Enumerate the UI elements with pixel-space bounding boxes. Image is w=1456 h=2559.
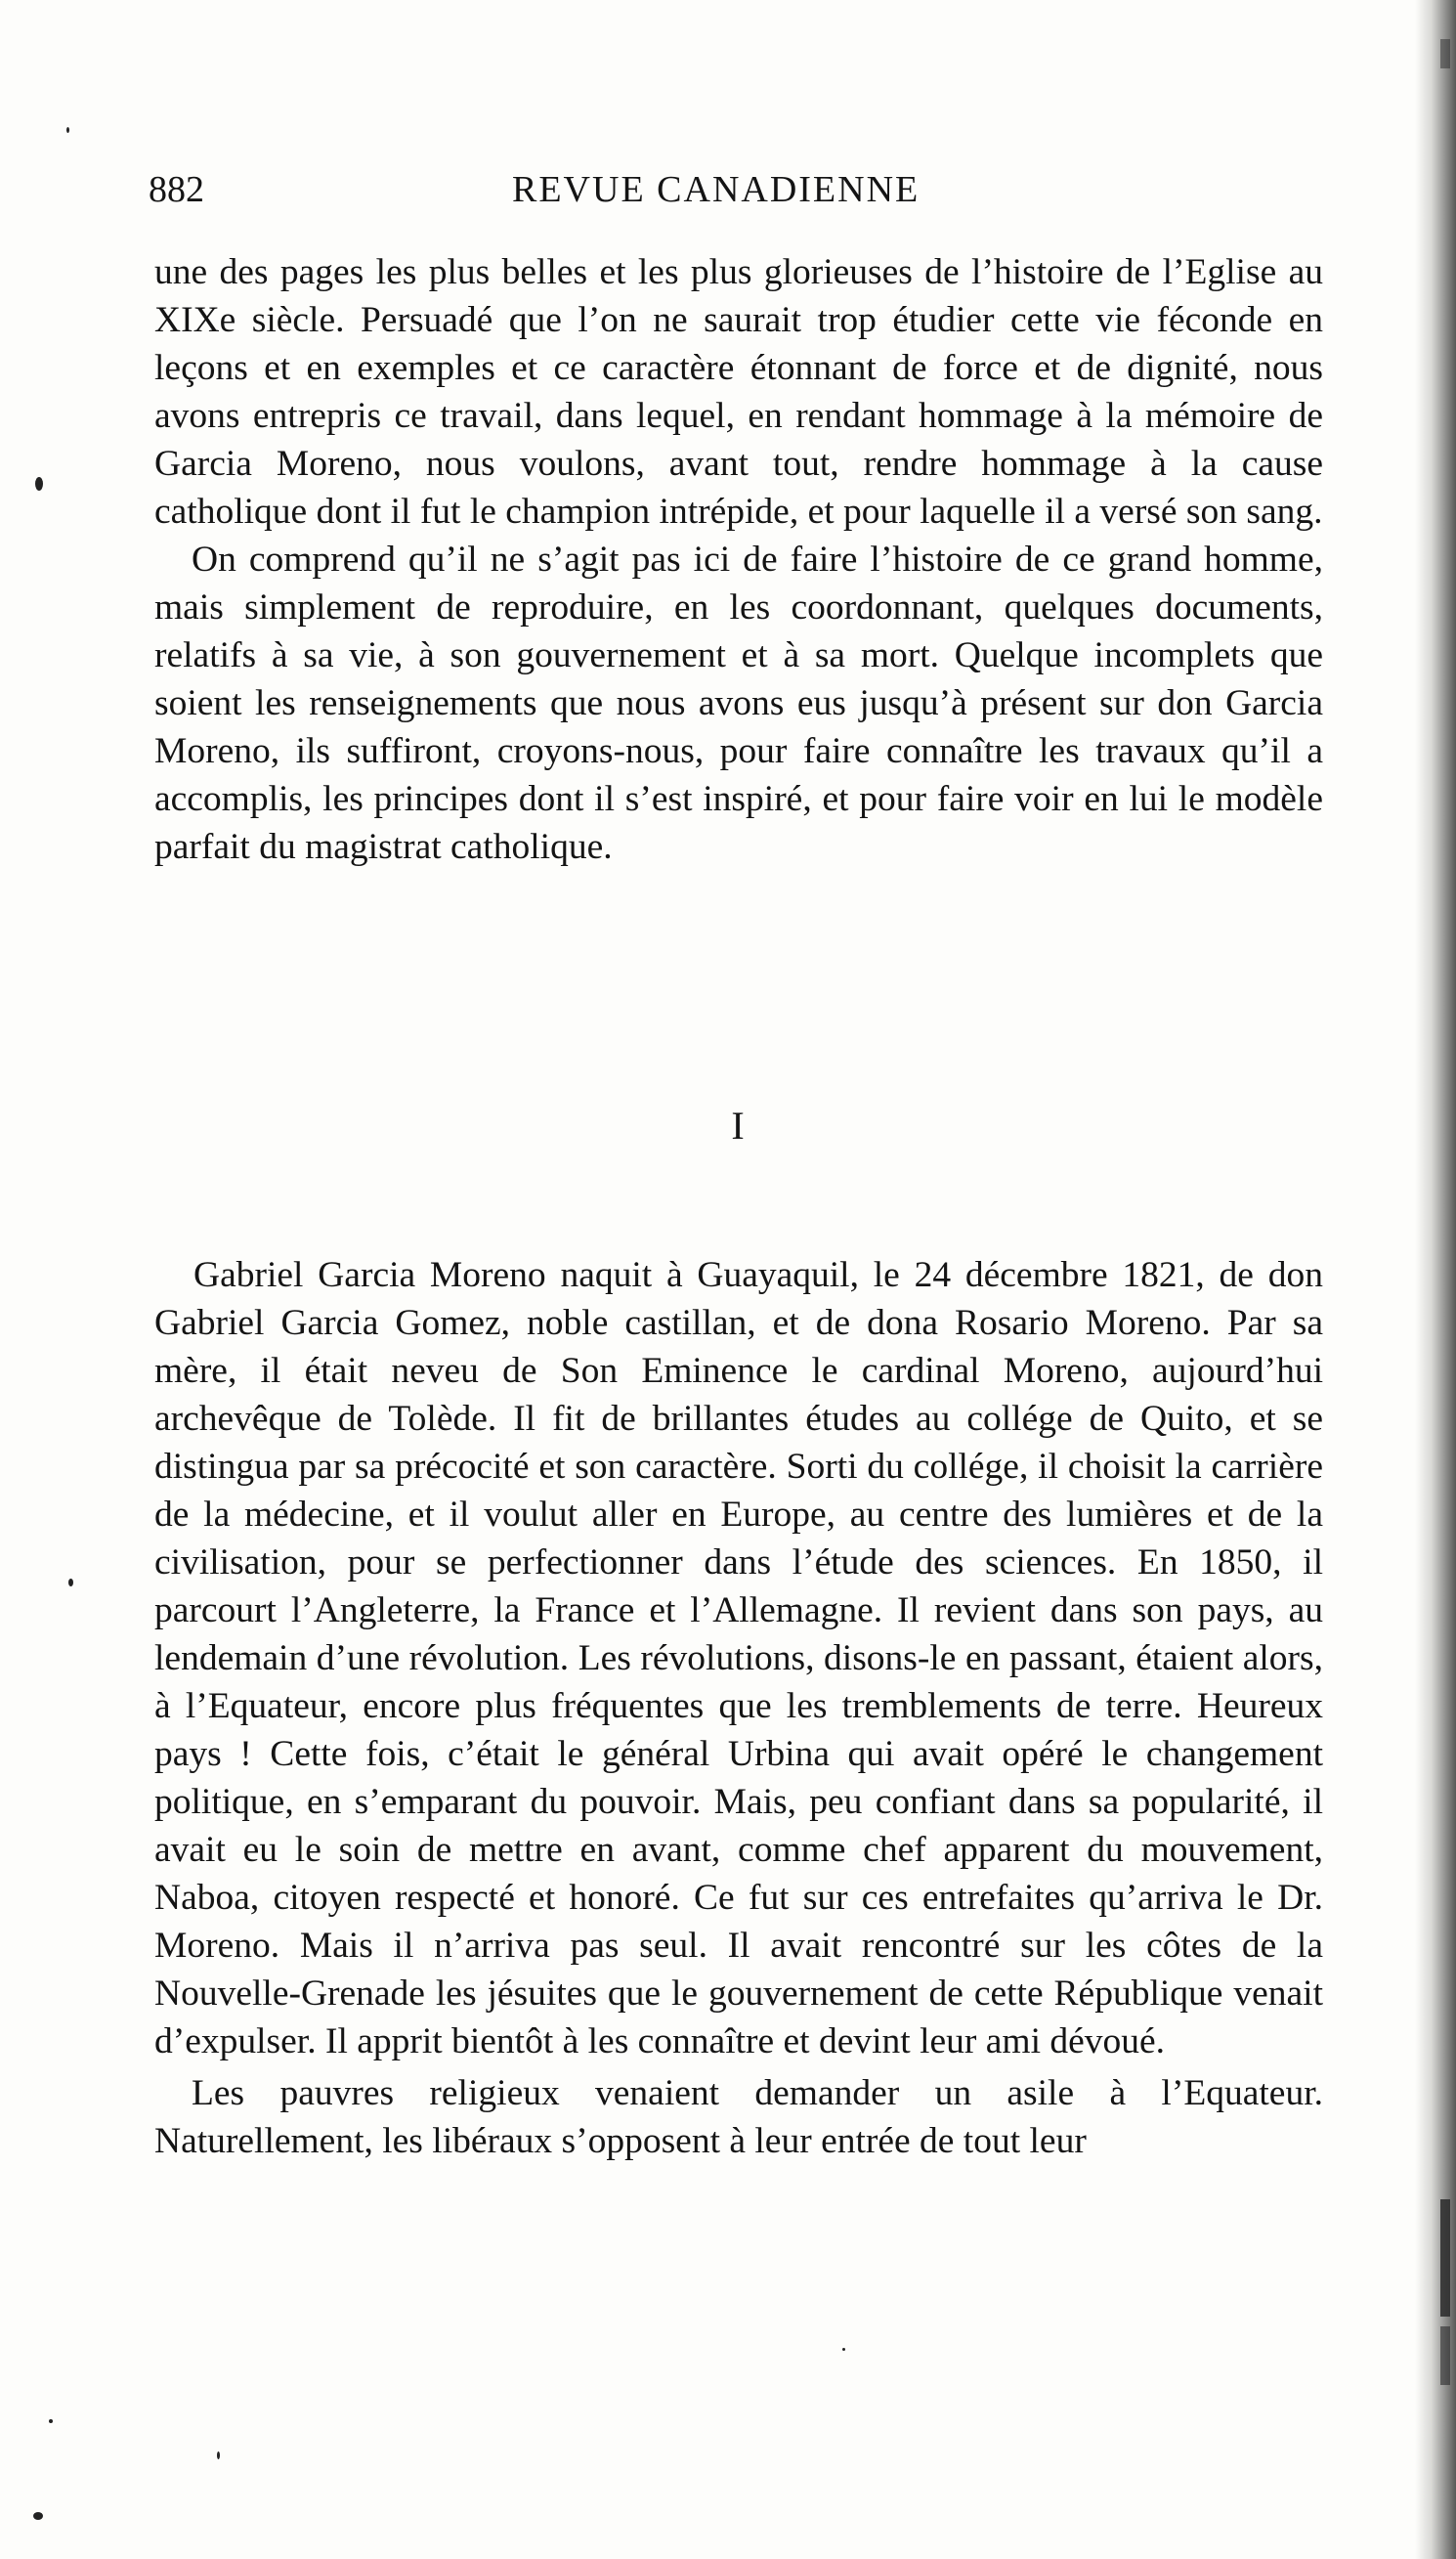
paragraph: Gabriel Garcia Moreno naquit à Guayaquil, le 24 décembre 1821, de don Gabriel Garcia Gomez, noble castillan, et de dona Rosario Moreno. Par sa mère, il était neveu de Son Eminence le cardinal Moreno, aujourd’hui archevêque de Tolède. Il fit de brillantes études au collége de Quito, et se distingua par sa précocité et son caractère. Sorti du collége, il choisit la carrière de la médecine, et il voulut aller en Europe, au centre des lumières et de la civilisation, pour se perfectionner dans l’étude des sciences. En 1850, il parcourt l’Angleterre, la France et l’Allemagne. Il revient dans son pays, au lendemain d’une révolution. Les révolutions, disons-le en passant, étaient alors, à l’Equateur, encore plus fréquentes que les tremblements de terre. Heureux pays ! Cette fois, c’était le général Urbina qui avait opéré le changement politique, en s’emparant du pouvoir. Mais, peu confiant dans sa popularité, il avait eu le soin de mettre en avant, comme chef apparent du mouvement, Naboa, citoyen respecté et honoré. Ce fut sur ces entrefaites qu’arriva le Dr. Moreno. Mais il n’arriva pas seul. Il avait rencontré sur les côtes de la Nouvelle-Grenade les jésuites que le gouvernement de cette République venait d’expulser. Il apprit bientôt à les connaître et devint leur ami dévoué.: [154, 1255, 1323, 2061]
page-number: 882: [149, 169, 204, 210]
book-spine-edge: [1415, 0, 1456, 2559]
text-block-bottom: [154, 1251, 1323, 2165]
section-numeral: I: [731, 1104, 745, 1148]
paragraph-continued: une des pages les plus belles et les plus glorieuses de l’histoire de l’Eglise au XIXe siècle. Persuadé que l’on ne saurait trop étudier cette vie féconde en leçons et en exemples et ce caractère étonnant de force et de dignité, nous avons entrepris ce travail, dans lequel, en rendant hommage à la mémoire de Garcia Moreno, nous voulons, avant tout, rendre hommage à la cause catholique dont il fut le champion intrépide, et pour laquelle il a versé son sang.: [154, 252, 1323, 532]
paragraph: On comprend qu’il ne s’agit pas ici de faire l’histoire de ce grand homme, mais simplement de reproduire, en les coordonnant, quelques documents, relatifs à sa vie, à son gouvernement et à sa mort. Quelque incomplets que soient les renseignements que nous avons eus jusqu’à présent sur don Garcia Moreno, ils suffiront, croyons-nous, pour faire connaître les travaux qu’il a accomplis, les principes dont il s’est inspiré, et pour faire voir en lui le modèle parfait du magistrat catholique.: [154, 540, 1323, 867]
ink-speck: [842, 2348, 845, 2351]
text-block-top: [154, 248, 1323, 871]
ink-speck: [33, 2512, 43, 2520]
ink-speck: [68, 1579, 73, 1586]
ink-speck: [66, 127, 69, 133]
page-header: [149, 168, 1321, 217]
ink-speck: [49, 2419, 53, 2423]
running-title: REVUE CANADIENNE: [512, 169, 921, 210]
ink-speck: [35, 477, 43, 491]
paragraph: Les pauvres religieux venaient demander un asile à l’Equateur. Naturellement, les libéraux s’opposent à leur entrée de tout leur: [154, 2073, 1323, 2161]
ink-speck: [217, 2451, 220, 2459]
